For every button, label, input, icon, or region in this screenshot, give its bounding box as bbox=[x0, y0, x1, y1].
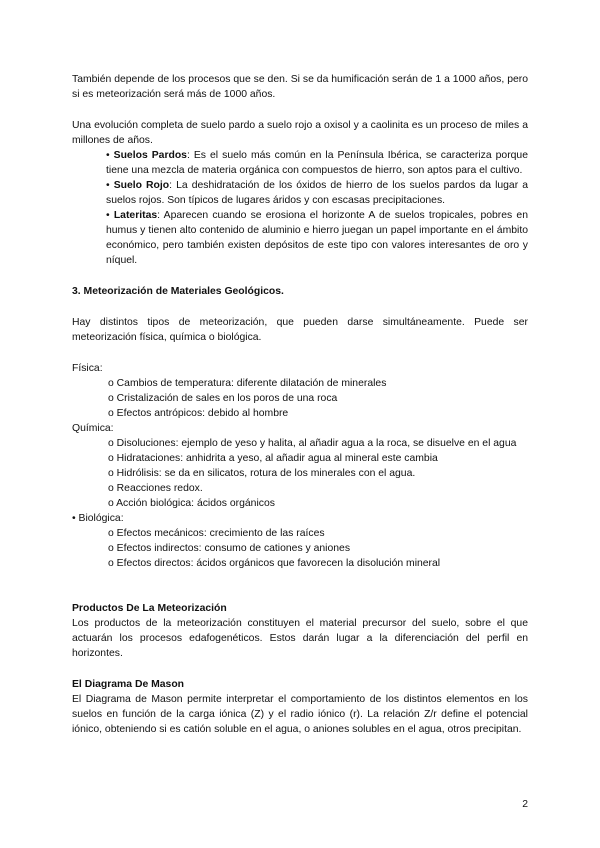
soil-type-label: Suelos Pardos bbox=[113, 150, 187, 161]
soil-type-description: Es el suelo más común en la Península Ibérica, se caracteriza porque tiene una mezcla de materia orgánica con compuestos de hierro, son aptos para el cultivo. bbox=[106, 150, 528, 176]
mason-paragraph: El Diagrama de Mason permite interpretar el comportamiento de los distintos elementos en los suelos en función de la carga iónica (Z) y el radio iónico (r). La relación Z/r define el potencial iónico, obteniendo si es catión soluble en el agua, o aniones solubles en el agua, otros precipitan. bbox=[72, 694, 528, 735]
document-page bbox=[72, 72, 528, 737]
intro-paragraph-1: También depende de los procesos que se den. Si se da humificación serán de 1 a 1000 años, pero si es meteorización será más de 1000 años. bbox=[72, 74, 528, 100]
bullet: • bbox=[106, 150, 110, 161]
label-separator: : bbox=[157, 210, 161, 221]
fisica-label: Física: bbox=[72, 363, 103, 374]
list-item: o Efectos indirectos: consumo de cationes y aniones bbox=[108, 543, 351, 554]
soil-type-lateritas bbox=[106, 208, 528, 268]
label-separator: : bbox=[186, 150, 190, 161]
bullet: • bbox=[106, 210, 110, 221]
soil-type-suelo-rojo bbox=[106, 178, 528, 208]
soil-type-label: Suelo Rojo bbox=[113, 180, 170, 191]
quimica-list bbox=[108, 436, 528, 511]
intro-paragraph-2: Una evolución completa de suelo pardo a suelo rojo a oxisol y a caolinita es un proceso de miles a millones de años. bbox=[72, 120, 528, 146]
soil-types-list bbox=[106, 148, 528, 268]
list-item: o Efectos antrópicos: debido al hombre bbox=[108, 408, 289, 419]
soil-type-suelos-pardos bbox=[106, 148, 528, 178]
list-item: o Disoluciones: ejemplo de yeso y halita, al añadir agua a la roca, se disuelve en el agua bbox=[108, 438, 517, 449]
section-3-heading: 3. Meteorización de Materiales Geológicos. bbox=[72, 286, 284, 297]
list-item: o Hidrólisis: se da en silicatos, rotura de los minerales con el agua. bbox=[108, 468, 416, 479]
soil-type-description: La deshidratación de los óxidos de hierro de los suelos pardos da lugar a suelos rojos. Son típicos de lugares áridos y con escasas precipitaciones. bbox=[106, 180, 528, 206]
label-separator: : bbox=[169, 180, 173, 191]
soil-type-description: Aparecen cuando se erosiona el horizonte A de suelos tropicales, pobres en humus y tienen alto contenido de aluminio e hierro juegan un papel importante en el ámbito económico, pero también existen depósitos de este tipo con valores interesantes de oro y níquel. bbox=[106, 210, 528, 266]
list-item: o Efectos directos: ácidos orgánicos que favorecen la disolución mineral bbox=[108, 558, 441, 569]
list-item: o Cambios de temperatura: diferente dilatación de minerales bbox=[108, 378, 387, 389]
fisica-list bbox=[108, 376, 528, 421]
quimica-label: Química: bbox=[72, 423, 114, 434]
list-item: o Hidrataciones: anhidrita a yeso, al añadir agua al mineral este cambia bbox=[108, 453, 438, 464]
list-item: o Cristalización de sales en los poros de una roca bbox=[108, 393, 338, 404]
list-item: o Efectos mecánicos: crecimiento de las raíces bbox=[108, 528, 325, 539]
bullet: • bbox=[106, 180, 110, 191]
soil-type-label: Lateritas bbox=[113, 210, 158, 221]
list-item: o Reacciones redox. bbox=[108, 483, 203, 494]
section-3-intro: Hay distintos tipos de meteorización, que pueden darse simultáneamente. Puede ser meteorización física, química o biológica. bbox=[72, 317, 528, 343]
list-item: o Acción biológica: ácidos orgánicos bbox=[108, 498, 275, 509]
productos-heading: Productos De La Meteorización bbox=[72, 603, 227, 614]
biologica-label: • Biológica: bbox=[72, 513, 124, 524]
productos-paragraph: Los productos de la meteorización constituyen el material precursor del suelo, sobre el que actuarán los procesos edafogenéticos. Estos darán lugar a la diferenciación del perfil en horizontes. bbox=[72, 618, 528, 659]
biologica-list bbox=[108, 526, 528, 571]
page-number: 2 bbox=[522, 799, 528, 810]
mason-heading: El Diagrama De Mason bbox=[72, 679, 185, 690]
